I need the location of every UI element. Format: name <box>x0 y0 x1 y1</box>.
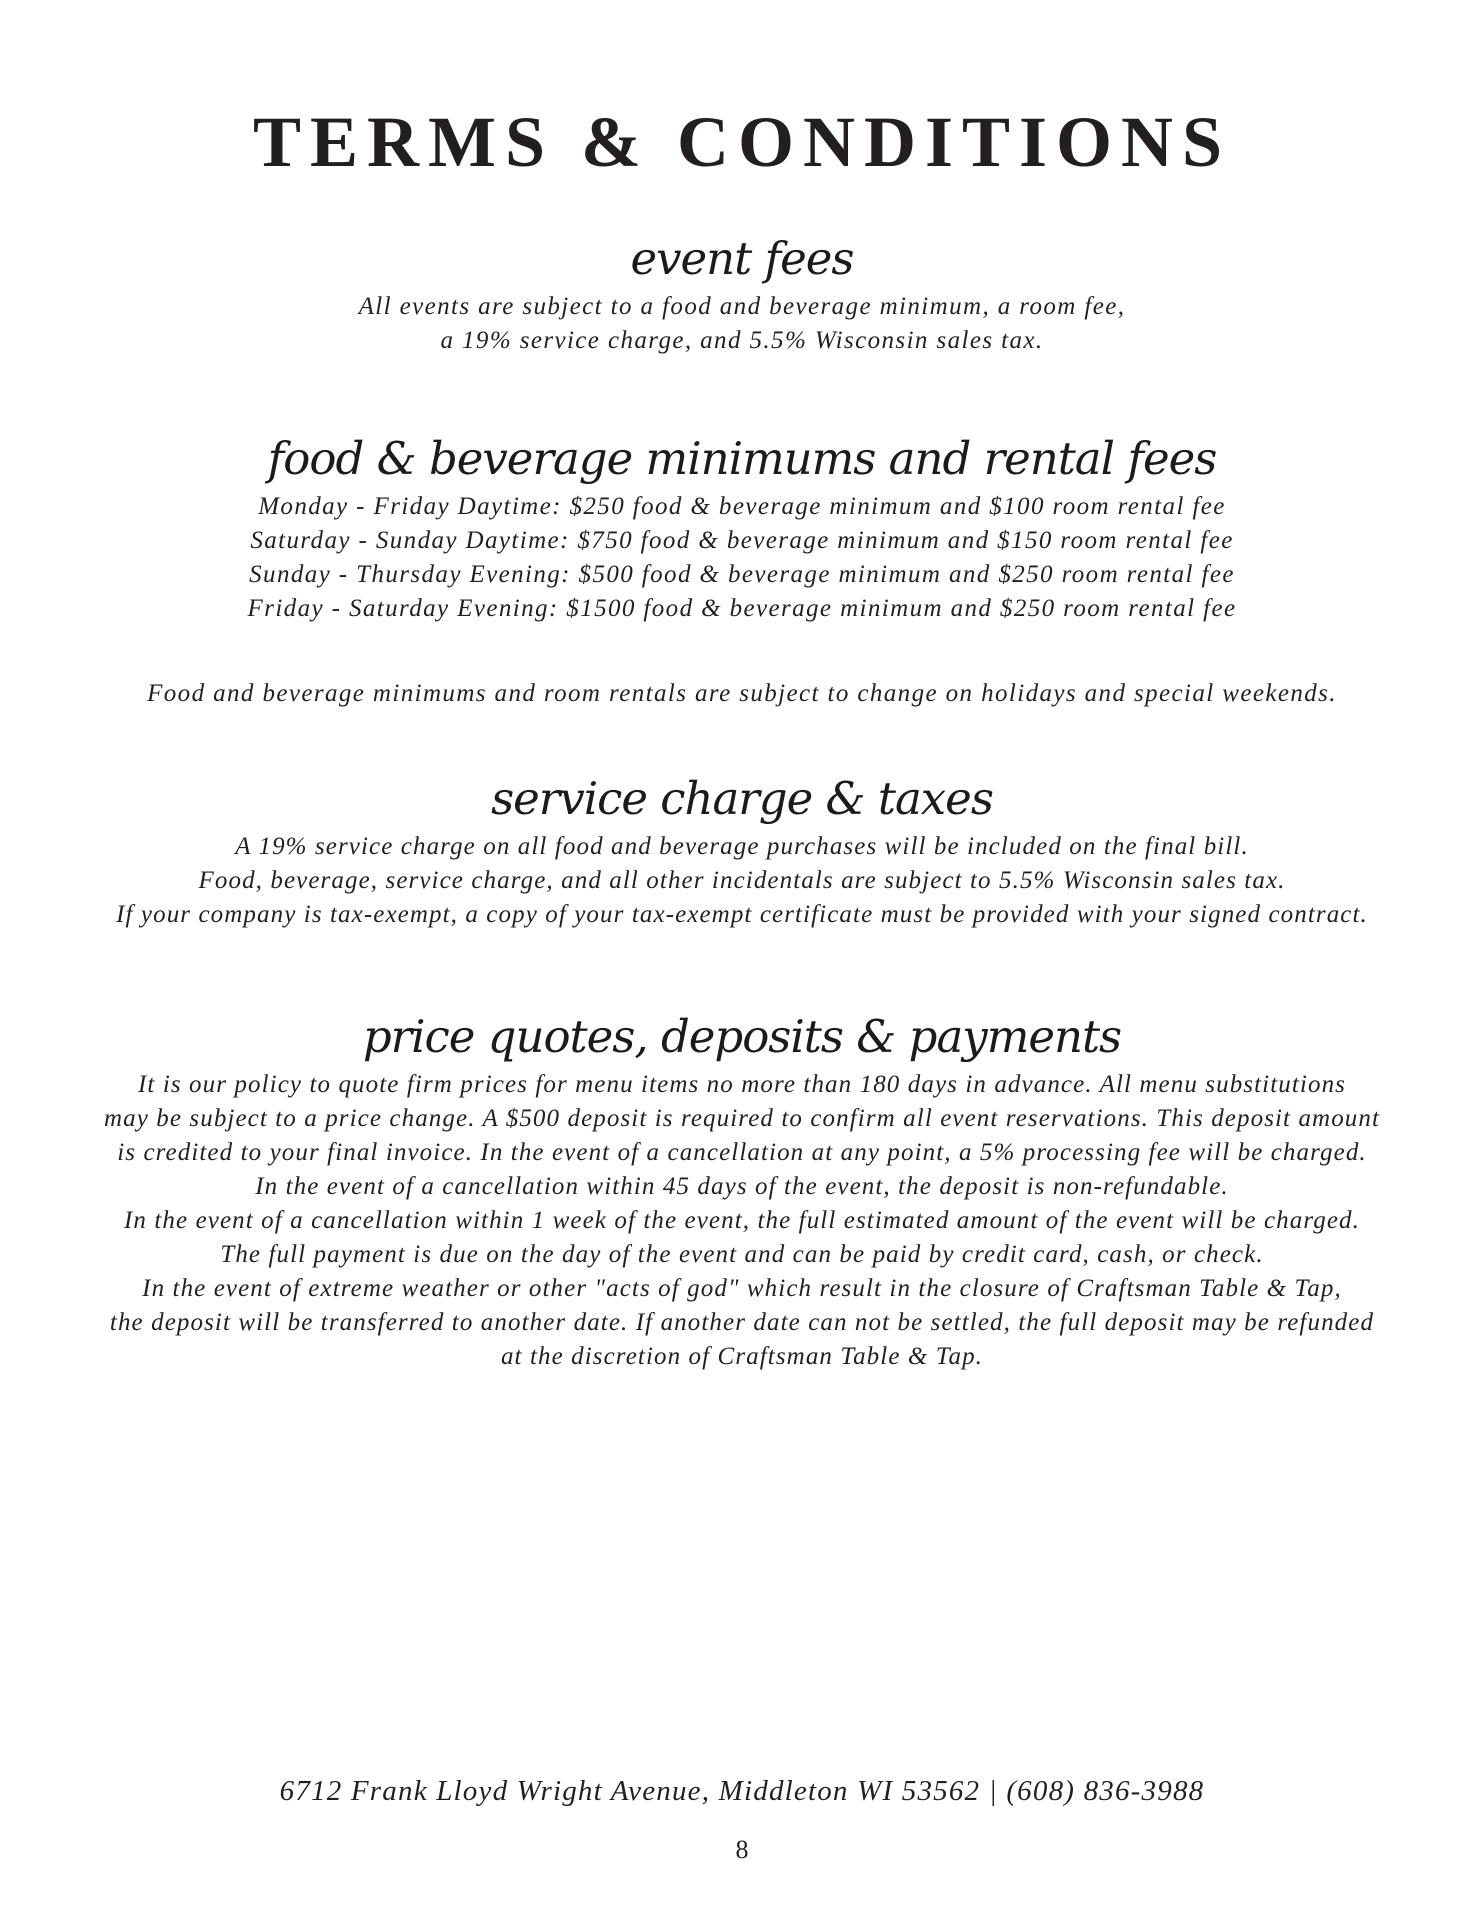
body-line: The full payment is due on the day of the event and can be paid by credit card, cash, or check. <box>220 1241 1264 1268</box>
holiday-note: Food and beverage minimums and room rentals are subject to change on holidays and special weekends. <box>147 680 1337 707</box>
body-line: Friday - Saturday Evening: $1500 food & beverage minimum and $250 room rental fee <box>247 595 1237 622</box>
section-heading: event fees <box>630 232 854 285</box>
body-line: Saturday - Sunday Daytime: $750 food & beverage minimum and $150 room rental fee <box>250 527 1234 554</box>
section-heading: service charge & taxes <box>491 772 993 825</box>
section-event-fees <box>0 232 1484 358</box>
section-body <box>0 830 1484 932</box>
body-line: the deposit will be transferred to another date. If another date can not be settled, the full deposit may be refunded <box>109 1309 1375 1336</box>
body-line: Sunday - Thursday Evening: $500 food & beverage minimum and $250 room rental fee <box>249 561 1235 588</box>
section-heading: food & beverage minimums and rental fees <box>267 432 1217 485</box>
page-title: TERMS & CONDITIONS <box>252 102 1232 182</box>
body-line: In the event of extreme weather or other "acts of god" which result in the closure of Craftsman Table & Tap, <box>142 1275 1342 1302</box>
section-heading: price quotes, deposits & payments <box>362 1010 1122 1063</box>
footer-address: 6712 Frank Lloyd Wright Avenue, Middleton WI 53562 | (608) 836-3988 <box>279 1775 1205 1807</box>
body-line: is credited to your final invoice. In the event of a cancellation at any point, a 5% processing fee will be charged. <box>117 1139 1367 1166</box>
body-line: Monday - Friday Daytime: $250 food & beverage minimum and $100 room rental fee <box>258 493 1226 520</box>
body-line: a 19% service charge, and 5.5% Wisconsin sales tax. <box>440 327 1044 354</box>
body-line: In the event of a cancellation within 45 days of the event, the deposit is non-refundable. <box>255 1173 1229 1200</box>
section-body <box>0 290 1484 358</box>
section-service-charge-taxes <box>0 772 1484 932</box>
body-line: All events are subject to a food and beverage minimum, a room fee, <box>358 293 1126 320</box>
body-line: In the event of a cancellation within 1 week of the event, the full estimated amount of the event will be charged. <box>124 1207 1360 1234</box>
body-line: A 19% service charge on all food and beverage purchases will be included on the final bill. <box>235 833 1249 860</box>
body-line: It is our policy to quote firm prices for menu items no more than 180 days in advance. All menu substitutions <box>138 1071 1346 1098</box>
section-body <box>0 490 1484 626</box>
section-price-quotes-deposits-payments <box>0 1010 1484 1374</box>
section-food-beverage-minimums <box>0 432 1484 626</box>
body-line: may be subject to a price change. A $500 deposit is required to confirm all event reservations. This deposit amount <box>103 1105 1381 1132</box>
section-body <box>0 1068 1484 1374</box>
body-line: at the discretion of Craftsman Table & Tap. <box>500 1343 984 1370</box>
page-number: 8 <box>735 1835 749 1864</box>
body-line: If your company is tax-exempt, a copy of your tax-exempt certificate must be provided with your signed contract. <box>116 901 1368 928</box>
body-line: Food, beverage, service charge, and all other incidentals are subject to 5.5% Wisconsin sales tax. <box>198 867 1286 894</box>
